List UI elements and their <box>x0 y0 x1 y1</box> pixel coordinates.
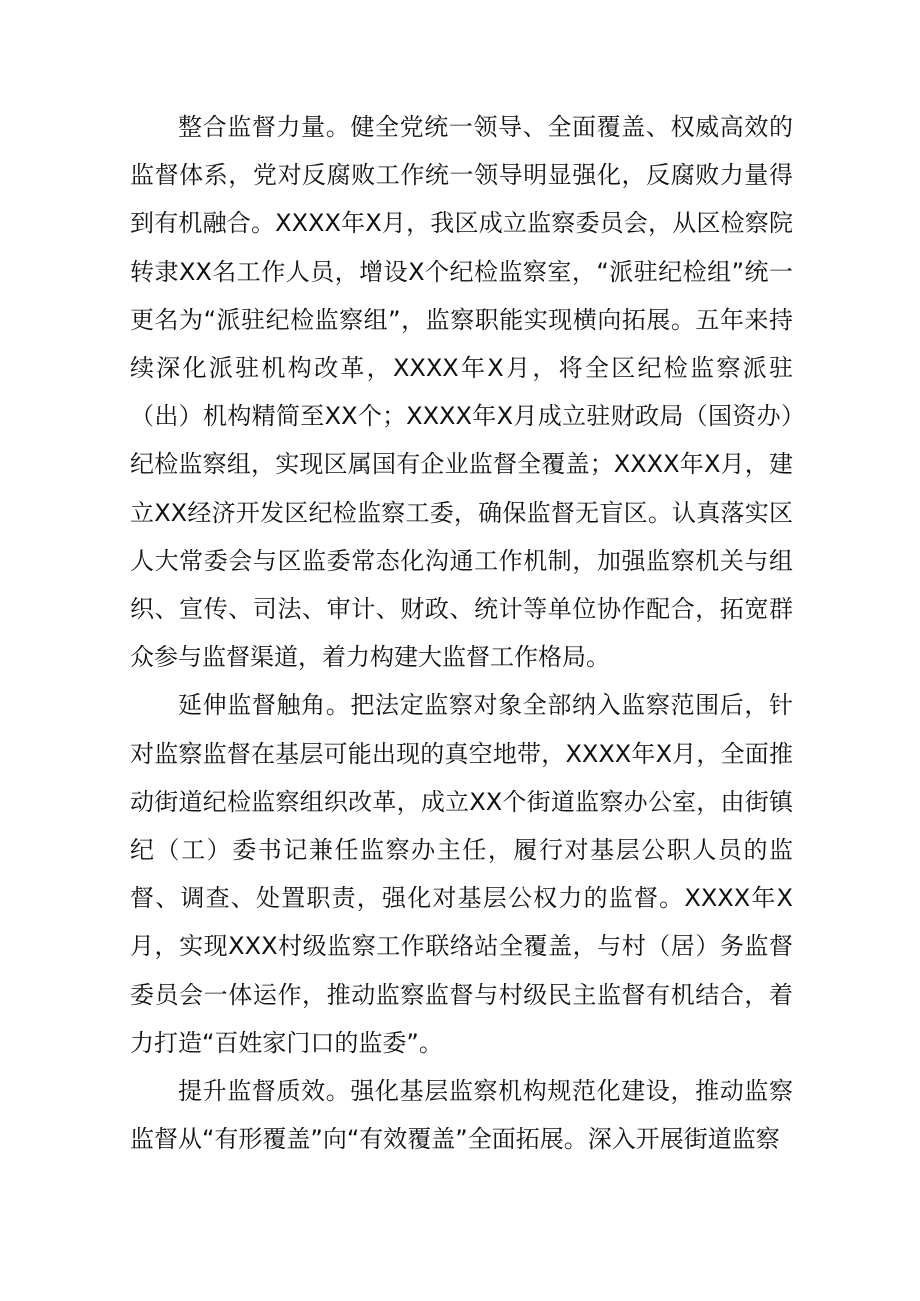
paragraph-improve-supervision: 提升监督质效。强化基层监察机构规范化建设，推动监察监督从“有形覆盖”向“有效覆盖”全面拓展。深入开展街道监察 <box>130 1077 793 1154</box>
paragraph-extend-supervision: 延伸监督触角。把法定监察对象全部纳入监察范围后，针对监察监督在基层可能出现的真空地带，XXXX年X月，全面推动街道纪检监察组织改革，成立XX个街道监察办公室，由街镇纪（工）委书记兼任监察办主任，履行对基层公职人员的监督、调查、处置职责，强化对基层公权力的监督。XXXX年X月，实现XXX村级监察工作联络站全覆盖，与村（居）务监督委员会一体运作，推动监察监督与村级民主监督有机结合，着力打造“百姓家门口的监委”。 <box>130 691 793 1057</box>
paragraph-integrate-supervision: 整合监督力量。健全党统一领导、全面覆盖、权威高效的监督体系，党对反腐败工作统一领导明显强化，反腐败力量得到有机融合。XXXX年X月，我区成立监察委员会，从区检察院转隶XX名工作人员，增设X个纪检监察室，“派驻纪检组”统一更名为“派驻纪检监察组”，监察职能实现横向拓展。五年来持续深化派驻机构改革，XXXX年X月，将全区纪检监察派驻（出）机构精简至XX个；XXXX年X月成立驻财政局（国资办）纪检监察组，实现区属国有企业监督全覆盖；XXXX年X月，建立XX经济开发区纪检监察工委，确保监督无盲区。认真落实区人大常委会与区监委常态化沟通工作机制，加强监察机关与组织、宣传、司法、审计、财政、统计等单位协作配合，拓宽群众参与监督渠道，着力构建大监督工作格局。 <box>130 113 793 672</box>
document-body <box>130 103 793 1163</box>
